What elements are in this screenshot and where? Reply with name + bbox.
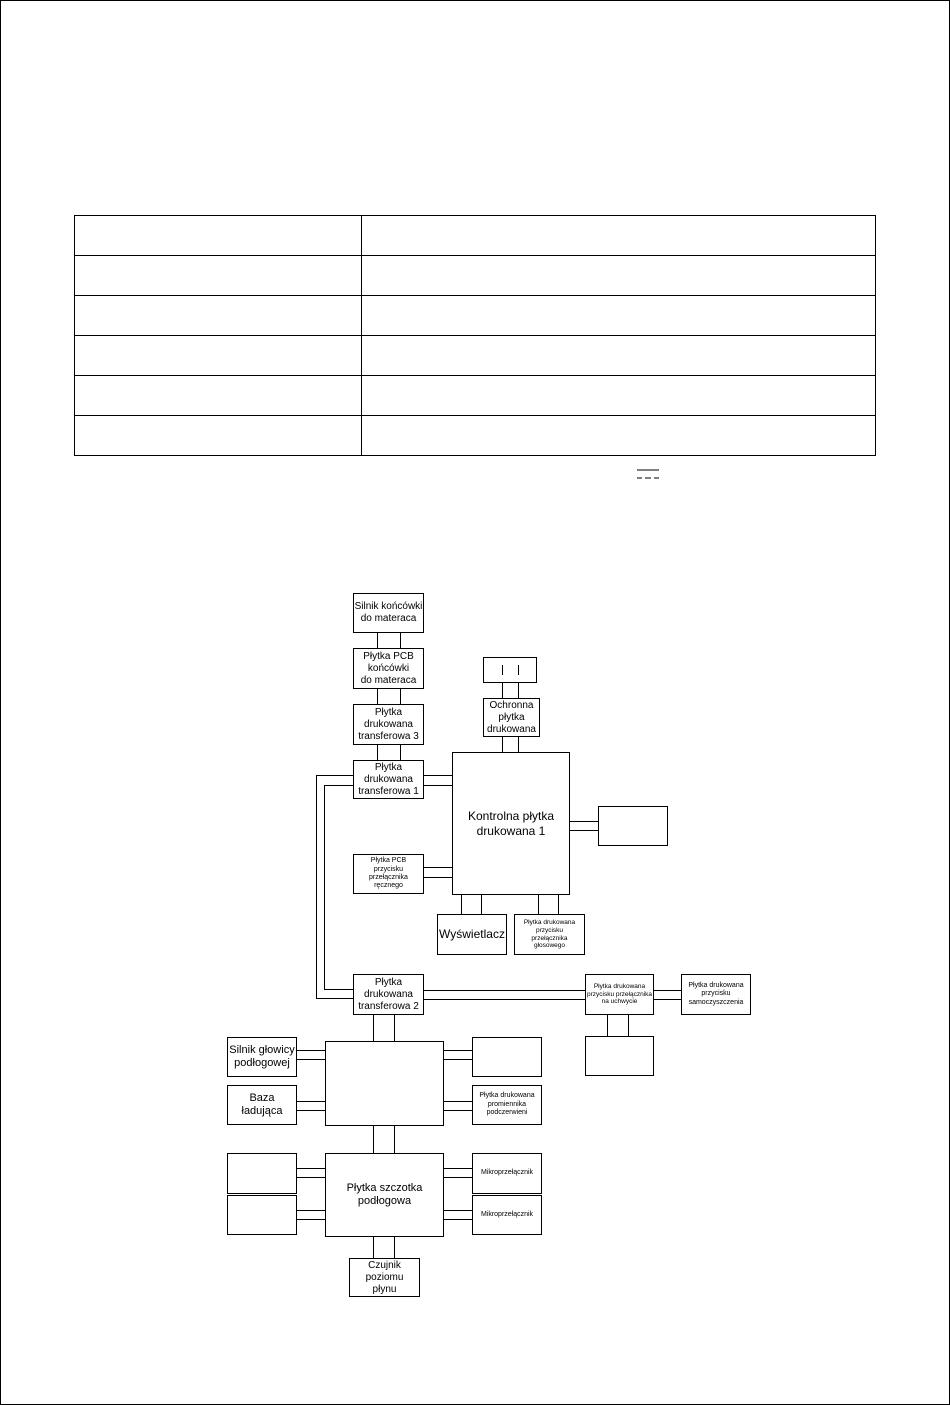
- protective-pcb-block: Ochronna płytka drukowana: [483, 698, 540, 737]
- unlabeled-handle-below-block: [585, 1036, 654, 1076]
- manual-switch-pcb-block: Płytka PCB przycisku przełącznika ręcznego: [353, 854, 424, 894]
- unlabeled-main-right-block: [472, 1037, 542, 1077]
- transfer-pcb-3-block: Płytka drukowana transferowa 3: [353, 704, 424, 745]
- unlabeled-right-block: [598, 806, 668, 846]
- floor-head-motor-block: Silnik głowicy podłogowej: [227, 1037, 297, 1077]
- microswitch-2-block: Mikroprzełącznik: [472, 1195, 542, 1235]
- transfer-pcb-2-block: Płytka drukowana transferowa 2: [353, 974, 424, 1015]
- self-clean-pcb-block: Płytka drukowana przycisku samoczyszczenia: [681, 974, 751, 1015]
- liquid-level-sensor-block: Czujnik poziomu płynu: [349, 1258, 420, 1297]
- mattress-pcb-block: Płytka PCB końcówki do materaca: [353, 648, 424, 689]
- unlabeled-main-block: [325, 1041, 444, 1126]
- control-pcb-block: Kontrolna płytka drukowana 1: [452, 752, 570, 895]
- unlabeled-left-block-2: [227, 1195, 297, 1235]
- voice-switch-pcb-block: Płytka drukowana przycisku przełącznika głosowego: [514, 914, 585, 955]
- handle-switch-pcb-block: Płytka drukowana przycisku przełącznika na uchwycie: [585, 974, 654, 1015]
- floor-brush-pcb-block: Płytka szczotka podłogowa: [325, 1153, 444, 1237]
- mattress-motor-block: Silnik końcówki do materaca: [353, 593, 424, 633]
- charging-base-block: Baza ładująca: [227, 1085, 297, 1125]
- microswitch-1-block: Mikroprzełącznik: [472, 1153, 542, 1194]
- power-plug-icon: [483, 657, 537, 683]
- transfer-pcb-1-block: Płytka drukowana transferowa 1: [353, 760, 424, 799]
- ir-emitter-pcb-block: Płytka drukowana promiennika podczerwieni: [472, 1085, 542, 1125]
- display-block: Wyświetlacz: [437, 914, 507, 955]
- unlabeled-left-block-1: [227, 1153, 297, 1194]
